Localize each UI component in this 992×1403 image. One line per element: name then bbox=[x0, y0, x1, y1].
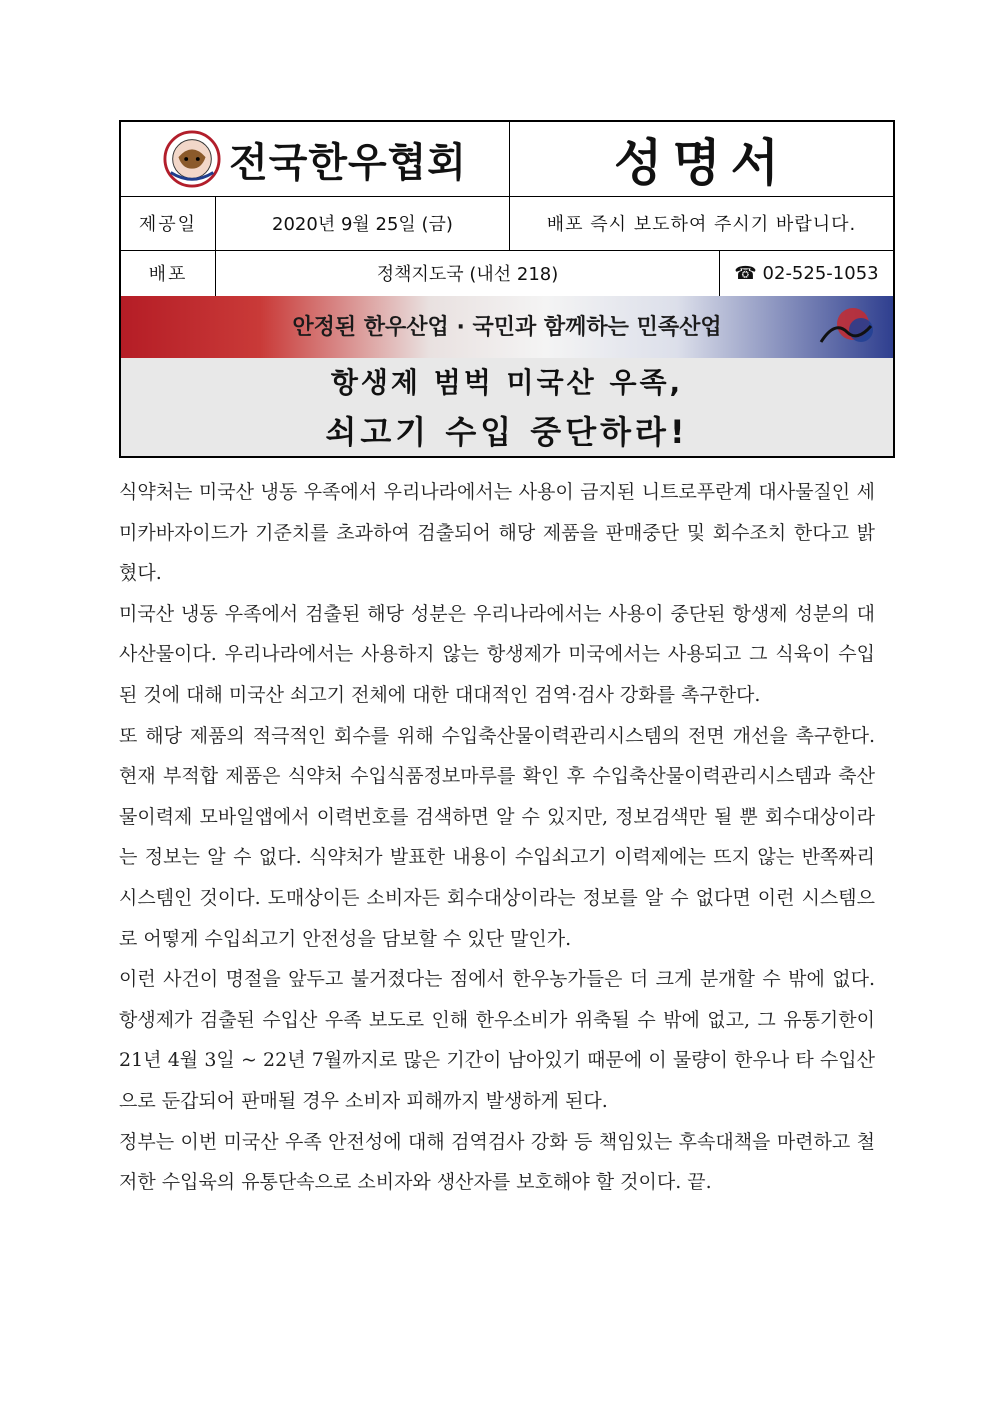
date-value: 2020년 9월 25일 (금) bbox=[216, 196, 510, 250]
distribution-label: 배포 bbox=[121, 250, 216, 296]
body-paragraph: 정부는 이번 미국산 우족 안전성에 대해 검역검사 강화 등 책임있는 후속대책을 마련하고 철저한 수입육의 유통단속으로 소비자와 생산자를 보호해야 할 것이다. 끝. bbox=[119, 1130, 875, 1194]
release-notice: 배포 즉시 보도하여 주시기 바랍니다. bbox=[546, 214, 857, 235]
phone-number: ☎ 02-525-1053 bbox=[734, 262, 879, 284]
slogan-banner bbox=[121, 296, 893, 359]
body-paragraph: 식약처는 미국산 냉동 우족에서 우리나라에서는 사용이 금지된 니트로푸란계 대사물질인 세미카바자이드가 기준치를 초과하여 검출되어 해당 제품을 판매중단 및 회수조치 한다고 밝혔다. bbox=[119, 481, 875, 585]
headline-line-2: 쇠고기 수입 중단하라! bbox=[325, 413, 689, 451]
hanwoo-association-logo bbox=[163, 130, 221, 188]
organization-name: 전국한우협회 bbox=[229, 139, 467, 186]
organization-cell bbox=[121, 122, 510, 196]
department-contact: 정책지도국 (내선 218) bbox=[216, 250, 720, 296]
body-paragraph: 미국산 냉동 우족에서 검출된 해당 성분은 우리나라에서는 사용이 중단된 항생제 성분의 대사산물이다. 우리나라에서는 사용하지 않는 항생제가 미국에서는 사용되고 그 식육이 수입된 것에 대해 미국산 쇠고기 전체에 대한 대대적인 검역·검사 강화를 촉구한다. bbox=[119, 602, 875, 706]
body-paragraph: 이런 사건이 명절을 앞두고 불거졌다는 점에서 한우농가들은 더 크게 분개할 수 밖에 없다. 항생제가 검출된 수입산 우족 보도로 인해 한우소비가 위축될 수 밖에 없고, 그 유통기한이 21년 4월 3일 ~ 22년 7월까지로 많은 기간이 남아있기 때문에 이 물량이 한우나 타 수입산으로 둔갑되어 판매될 경우 소비자 피해까지 발생하게 된다. bbox=[119, 968, 875, 1112]
headline-box bbox=[121, 358, 893, 456]
body-paragraph: 또 해당 제품의 적극적인 회수를 위해 수입축산물이력관리시스템의 전면 개선을 촉구한다. 현재 부적합 제품은 식약처 수입식품정보마루를 확인 후 수입축산물이력관리시스템과 축산물이력제 모바일앱에서 이력번호를 검색하면 알 수 있지만, 정보검색만 될 뿐 회수대상이라는 정보는 알 수 없다. 식약처가 발표한 내용이 수입쇠고기 이력제에는 뜨지 않는 반쪽짜리 시스템인 것이다. 도매상이든 소비자든 회수대상이라는 정보를 알 수 없다면 이런 시스템으로 어떻게 수입쇠고기 안전성을 담보할 수 있단 말인가. bbox=[119, 724, 875, 950]
statement-body bbox=[119, 472, 875, 1203]
press-header bbox=[119, 120, 895, 458]
distribution-row bbox=[121, 250, 893, 297]
document-type-cell bbox=[510, 122, 893, 196]
date-label: 제공일 bbox=[121, 196, 216, 250]
document-type-title: 성명서 bbox=[614, 134, 789, 192]
date-row bbox=[121, 196, 893, 251]
header-title-row bbox=[121, 122, 893, 197]
slogan-text: 안정된 한우산업 · 국민과 함께하는 민족산업 bbox=[292, 315, 722, 340]
headline-line-1: 항생제 범벅 미국산 우족, bbox=[330, 366, 684, 399]
hanwoo-brand-logo bbox=[811, 302, 881, 352]
